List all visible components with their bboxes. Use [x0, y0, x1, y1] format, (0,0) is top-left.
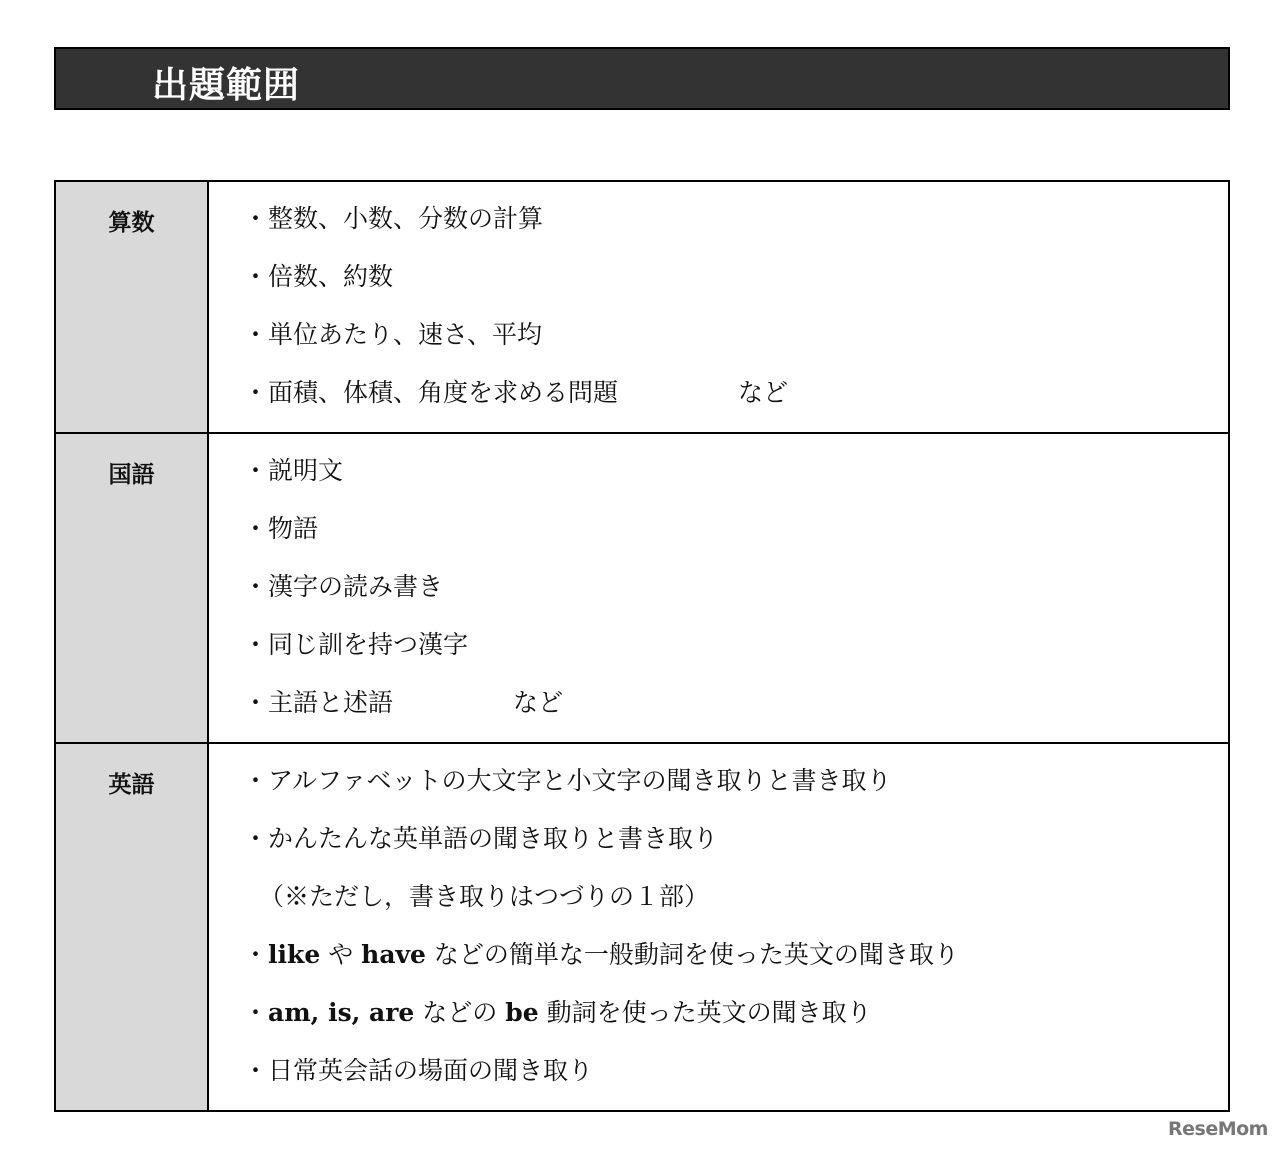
list-item: ・アルファベットの大文字と小文字の聞き取りと書き取り	[243, 766, 892, 795]
list-item: ・かんたんな英単語の聞き取りと書き取り	[243, 824, 719, 853]
item-text: ・主語と述語	[243, 688, 394, 717]
english-word: be	[505, 998, 539, 1027]
item-text: などの簡単な一般動詞を使った英文の聞き取り	[425, 940, 959, 969]
subject-row-math	[56, 182, 1228, 432]
list-item: ・漢字の読み書き	[243, 572, 444, 601]
item-text: や	[320, 940, 362, 969]
section-header	[54, 47, 1230, 110]
etc-label: など	[738, 378, 789, 407]
subject-label: 英語	[56, 744, 209, 1110]
english-word: am, is, are	[268, 998, 415, 1027]
list-item	[243, 984, 1228, 1042]
item-text: ・面積、体積、角度を求める問題	[243, 378, 619, 407]
item-text: 動詞を使った英文の聞き取り	[538, 998, 872, 1027]
list-item: ・物語	[243, 514, 319, 543]
list-item	[243, 674, 1228, 732]
list-item	[243, 364, 1228, 422]
list-item: ・日常英会話の場面の聞き取り	[243, 1056, 594, 1085]
list-item-note: （※ただし，書き取りはつづりの１部）	[259, 882, 710, 911]
bullet: ・	[243, 998, 269, 1027]
etc-label: など	[513, 688, 564, 717]
exam-scope-table	[54, 180, 1230, 1112]
list-item: ・倍数、約数	[243, 262, 394, 291]
subject-label: 国語	[56, 434, 209, 742]
list-item: ・整数、小数、分数の計算	[243, 204, 544, 233]
section-title: 出題範囲	[152, 65, 301, 106]
bullet: ・	[243, 940, 269, 969]
subject-row-japanese	[56, 432, 1228, 742]
list-item: ・単位あたり、速さ、平均	[243, 320, 543, 349]
item-text: などの	[414, 998, 506, 1027]
subject-label: 算数	[56, 182, 209, 432]
list-item	[243, 926, 1228, 984]
resemom-logo: ReseMom	[1168, 1118, 1268, 1140]
list-item: ・説明文	[243, 456, 344, 485]
english-word: like	[268, 940, 321, 969]
list-item: ・同じ訓を持つ漢字	[243, 630, 469, 659]
subject-row-english	[56, 742, 1228, 1110]
english-word: have	[361, 940, 426, 969]
